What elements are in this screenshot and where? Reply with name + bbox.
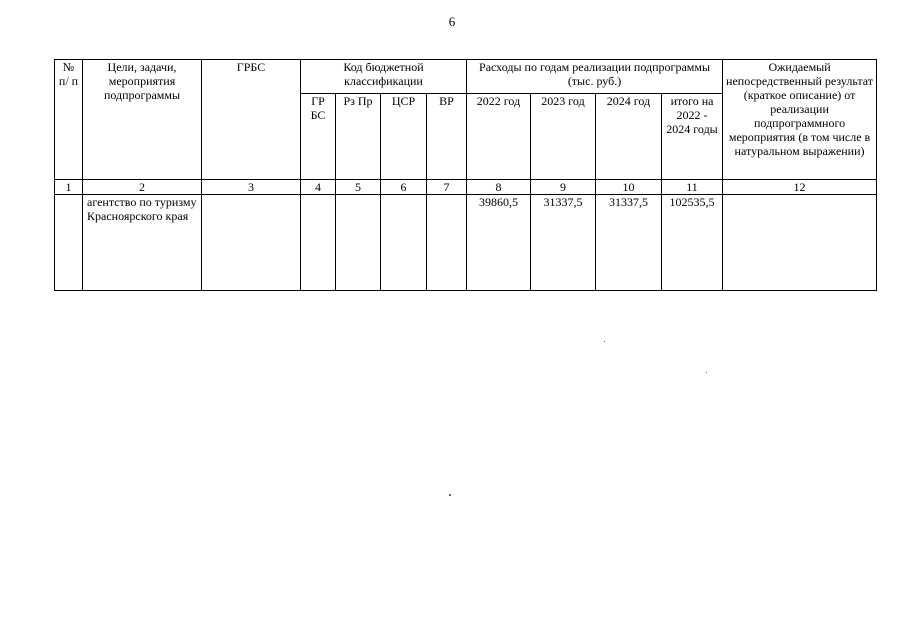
column-number: 8: [467, 179, 531, 194]
row-code-csr: [381, 194, 427, 290]
scan-speck: [449, 494, 451, 496]
row-amount-2023: 31337,5: [531, 194, 596, 290]
column-number: 10: [596, 179, 662, 194]
column-number: 6: [381, 179, 427, 194]
row-grbs: [202, 194, 301, 290]
column-number: 9: [531, 179, 596, 194]
header-goals: Цели, задачи, мероприятия подпрограммы: [83, 60, 202, 180]
scan-speck: [706, 372, 707, 373]
table-row: [55, 194, 877, 290]
row-expected-result: [723, 194, 877, 290]
header-grbs: ГРБС: [202, 60, 301, 180]
column-number: 11: [662, 179, 723, 194]
column-number: 5: [336, 179, 381, 194]
page-number: 6: [448, 14, 456, 29]
column-number: 4: [301, 179, 336, 194]
header-expenses-group: Расходы по годам реализации подпрограммы (тыс. руб.): [467, 60, 723, 94]
header-num: № п/ п: [55, 60, 83, 180]
subprogram-expenses-table: [54, 59, 877, 291]
header-total: итого на 2022 - 2024 годы: [662, 94, 723, 179]
row-amount-2022: 39860,5: [467, 194, 531, 290]
row-amount-2024: 31337,5: [596, 194, 662, 290]
header-year-2024: 2024 год: [596, 94, 662, 179]
table-header-row-1: [55, 60, 877, 94]
header-code-csr: ЦСР: [381, 94, 427, 179]
column-number: 12: [723, 179, 877, 194]
row-code-vr: [427, 194, 467, 290]
row-num: [55, 194, 83, 290]
header-expected-result: Ожидаемый непосредственный результат (краткое описание) от реализации подпрограммного мероприятия (в том числе в натуральном выражении): [723, 60, 877, 180]
header-code-vr: ВР: [427, 94, 467, 179]
column-number: 3: [202, 179, 301, 194]
row-code-rzpr: [336, 194, 381, 290]
column-number-row: [55, 179, 877, 194]
row-goal: агентство по туризму Красноярского края: [83, 194, 202, 290]
column-number: 2: [83, 179, 202, 194]
row-amount-total: 102535,5: [662, 194, 723, 290]
header-budget-code-group: Код бюджетной классификации: [301, 60, 467, 94]
scan-speck: [604, 341, 605, 342]
header-year-2022: 2022 год: [467, 94, 531, 179]
column-number: 7: [427, 179, 467, 194]
header-year-2023: 2023 год: [531, 94, 596, 179]
header-code-rzpr: Рз Пр: [336, 94, 381, 179]
column-number: 1: [55, 179, 83, 194]
row-code-grbs: [301, 194, 336, 290]
header-code-grbs: ГР БС: [301, 94, 336, 179]
